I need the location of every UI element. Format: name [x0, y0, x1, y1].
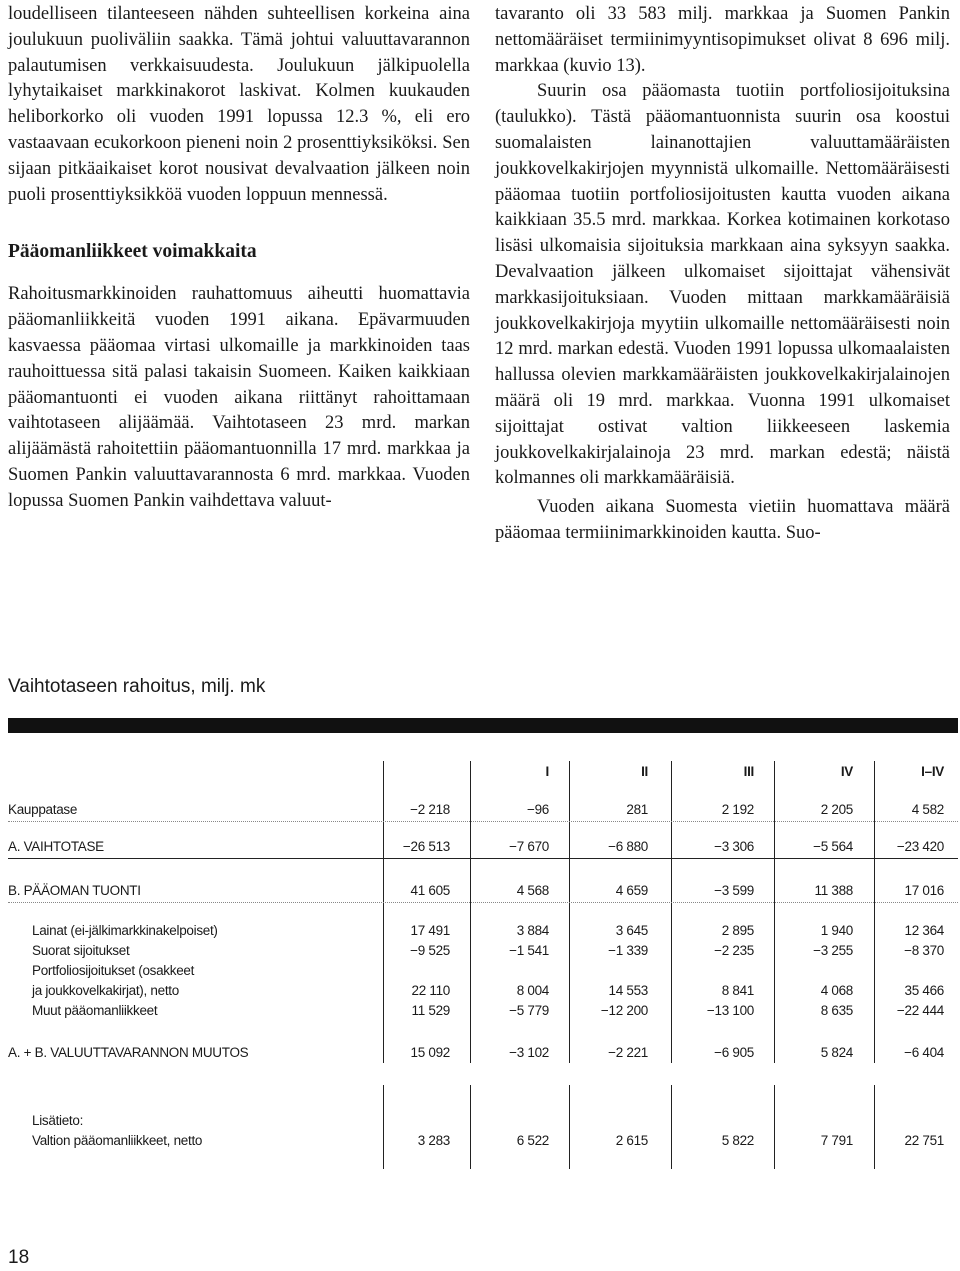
table-row [8, 802, 958, 822]
table-row [8, 943, 958, 963]
table-top-bar [8, 718, 958, 733]
table-cell: −6 404 [904, 1045, 944, 1060]
table-cell: −2 218 [410, 802, 450, 817]
table-cell: 5 824 [820, 1045, 853, 1060]
row-label: Muut pääomanliikkeet [32, 1003, 158, 1018]
table-cell: 14 553 [608, 983, 648, 998]
table-cell: −12 200 [600, 1003, 648, 1018]
table-cell: −96 [527, 802, 549, 817]
column-header: I [545, 764, 549, 779]
row-label: Lisätieto: [32, 1113, 84, 1128]
column-header: IV [840, 764, 853, 779]
table-cell: −3 102 [509, 1045, 549, 1060]
table-cell: 41 605 [410, 883, 450, 898]
left-text-column [8, 2, 470, 515]
table-cell: 4 582 [911, 802, 944, 817]
table-cell: 5 822 [721, 1133, 754, 1148]
paragraph: tavaranto oli 33 583 milj. markkaa ja Suomen Pankin nettomääräiset termiinimyyntisopimukset olivat 8 696 milj. markkaa (kuvio 13). [495, 4, 950, 76]
table-cell: 8 841 [721, 983, 754, 998]
row-label: Lainat (ei-jälkimarkkinakelpoiset) [32, 923, 218, 938]
table-cell: −3 255 [813, 943, 853, 958]
table-cell: 281 [626, 802, 648, 817]
table-cell: 12 364 [904, 923, 944, 938]
table-cell: 11 388 [814, 883, 853, 898]
paragraph: Rahoitusmarkkinoiden rauhattomuus aiheutti huomattavia pääomanliikkeitä vuoden 1991 aikana. Epävarmuuden kasvaessa pääomaa virtasi ulkomaille ja markkinoiden taas rauhoittuessa sitä palasi takaisin Suomeen. Kaiken kaikkiaan pääomantuonti ei vuoden aikana riittänyt rahoittamaan vaihtotaseen alijäämää. Vaihtotaseen 23 mrd. markan alijäämästä rahoitettiin pääomantuonnilla 17 mrd. markkaa ja Suomen Pankin valuuttavarannosta 6 mrd. markkaa. Vuoden lopussa Suomen Pankin vaihdettava valuut- [8, 284, 470, 511]
table-cell: −5 779 [509, 1003, 549, 1018]
table-cell: 2 615 [615, 1133, 648, 1148]
table-cell: 3 884 [516, 923, 549, 938]
table-cell: −2 221 [608, 1045, 648, 1060]
table-cell: −1 541 [509, 943, 549, 958]
table-cell: −5 564 [813, 839, 853, 854]
row-label: ja joukkovelkakirjat), netto [32, 983, 179, 998]
table-cell: 11 529 [411, 1003, 450, 1018]
table-cell: −26 513 [402, 839, 450, 854]
column-header: II [641, 764, 648, 779]
table-cell: 8 004 [516, 983, 549, 998]
table-cell: 17 016 [904, 883, 944, 898]
table-cell: 7 791 [820, 1133, 853, 1148]
section-heading: Pääomanliikkeet voimakkaita [8, 241, 257, 263]
row-label: Kauppatase [8, 802, 78, 817]
table-row [8, 1045, 958, 1065]
table-row [8, 963, 958, 983]
table-cell: 4 659 [615, 883, 648, 898]
table-header-row [8, 764, 958, 784]
table-cell: 35 466 [904, 983, 944, 998]
table-cell: 2 192 [721, 802, 754, 817]
table-cell: −1 339 [608, 943, 648, 958]
table-cell: 2 205 [820, 802, 853, 817]
table-row [8, 983, 958, 1003]
table-cell: −6 905 [714, 1045, 754, 1060]
table-cell: −22 444 [896, 1003, 944, 1018]
table-cell: −7 670 [509, 839, 549, 854]
table-row [8, 883, 958, 903]
table-cell: 8 635 [820, 1003, 853, 1018]
table-cell: −13 100 [706, 1003, 754, 1018]
table-row [8, 1133, 958, 1153]
table-cell: 6 522 [516, 1133, 549, 1148]
row-label: Portfoliosijoitukset (osakkeet [32, 963, 195, 978]
table-cell: 15 092 [410, 1045, 450, 1060]
table-cell: 17 491 [410, 923, 450, 938]
row-label: Valtion pääomanliikkeet, netto [32, 1133, 203, 1148]
paragraph: Vuoden aikana Suomesta vietiin huomattava määrä pääomaa termiinimarkkinoiden kautta. Suo- [495, 497, 950, 543]
table-row [8, 839, 958, 859]
row-label: A. VAIHTOTASE [8, 839, 104, 854]
paragraph: loudelliseen tilanteeseen nähden suhteellisen korkeina aina joulukuun puoliväliin saakka. Tämä johtui valuuttavarannon palautumisen verkkaisuudesta. Joulukuun jälkipuolella lyhytaikaiset markkinakorot laskivat. Kolmen kuukauden heliborkorko oli vuoden 1991 lopussa 12.3 %, eli ero vastaavaan ecukorkoon pieneni noin 2 prosenttiyksiköksi. Sen sijaan pitkäaikaiset korot nousivat devalvaation jälkeen noin puoli prosenttiyksikköä vuoden loppuun mennessä. [8, 4, 470, 205]
row-label: B. PÄÄOMAN TUONTI [8, 883, 141, 898]
table-cell: −3 599 [714, 883, 754, 898]
paragraph: Suurin osa pääomasta tuotiin portfoliosijoituksina (taulukko). Tästä pääomantuonnista suurin osa koostui suomalaisten lainanottajien valuuttamääräisten joukkovelkakirjojen myynnistä ulkomaille. Nettomääräisesti pääomaa tuotiin portfoliosijoitusten kautta vuoden aikana kaikkiaan 35.5 mrd. markkaa. Korkea kotimainen korkotaso lisäsi ulkomaisia sijoituksia markkaan aina syksyyn saakka. Devalvaation jälkeen ulkomaiset sijoittajat vähensivät markkasijoituksiaan. Vuoden mittaan markkamääräisiä joukkovelkakirjoja myytiin ulkomaille nettomääräisesti noin 12 mrd. markan edestä. Vuoden 1991 lopussa ulkomaalaisten hallussa olevien markkamääräisten joukkovelkakirjalainojen määrä oli 19 mrd. markkaa. Vuonna 1991 ulkomaiset sijoittajat ostivat valtion liikkeeseen laskemia joukkovelkakirjalainoja 23 mrd. markan edestä; näistä kolmannes oli markkamääräisiä. [495, 81, 950, 489]
column-header: I–IV [921, 764, 944, 779]
table-cell: −8 370 [904, 943, 944, 958]
table-cell: 4 068 [820, 983, 853, 998]
table-cell: −3 306 [714, 839, 754, 854]
table-title: Vaihtotaseen rahoitus, milj. mk [8, 676, 266, 697]
right-text-column [495, 2, 950, 547]
table-cell: 4 568 [516, 883, 549, 898]
page-number: 18 [8, 1247, 30, 1268]
table-cell: 2 895 [721, 923, 754, 938]
row-label: A. + B. VALUUTTAVARANNON MUUTOS [8, 1045, 249, 1060]
table-cell: −2 235 [714, 943, 754, 958]
table-cell: −6 880 [608, 839, 648, 854]
table-cell: −23 420 [896, 839, 944, 854]
column-header: III [743, 764, 754, 779]
table-cell: 3 645 [615, 923, 648, 938]
table-cell: 22 751 [904, 1133, 944, 1148]
table-row [8, 1113, 958, 1133]
table-row [8, 1003, 958, 1023]
table-cell: 3 283 [417, 1133, 450, 1148]
table-cell: 1 940 [820, 923, 853, 938]
row-label: Suorat sijoitukset [32, 943, 130, 958]
table-cell: 22 110 [411, 983, 450, 998]
table-row [8, 923, 958, 943]
table-cell: −9 525 [410, 943, 450, 958]
